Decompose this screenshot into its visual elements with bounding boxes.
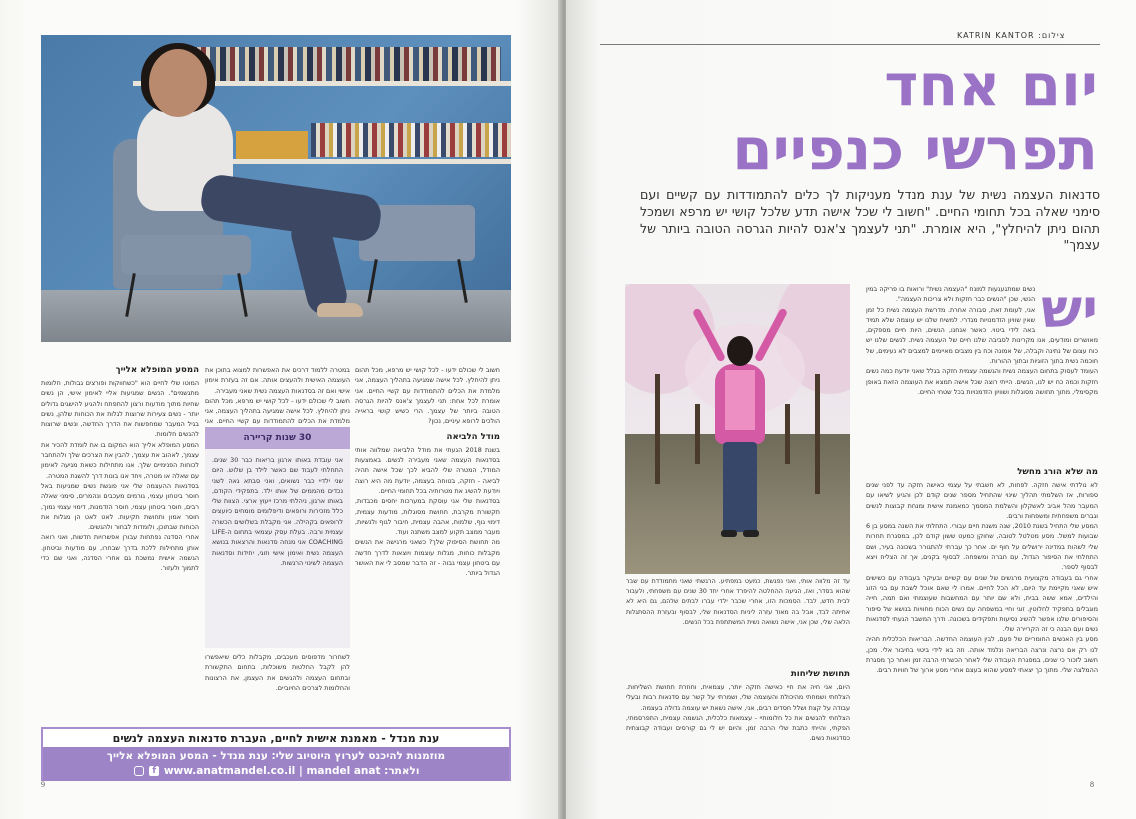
footer-tagline: ענת מנדל - מאמנת אישית לחיים, העברת סדנאות העצמה לנשים [43, 731, 509, 747]
text-paragraph: היום, אני חיה את חיי כאישה חזקה יותר, עצמאית, וחוזרת תחושת השליחות. הצלחתי ושמחתי מהיכולת והעוצמה שלי, ושמרתי על קשר עם סדנאות רבות ובעלי עבודה על קצת ושלל חסדים רבים, אני, אישה נשאת יש עוצמה גדולה בעצמה. [626, 683, 850, 712]
text-paragraph: לא נולדתי אישה חזקה. לפחות, לא חשבתי על עצמי כאישה חזקה עד לפני שנים ספורות, אז השלמתי תהליך שינוי שהתחיל מספר שנים קודם לכן והגיע לשיאו עם המעבר מהל אביב לאשקלון והשלמת המסמך כמאמנת אישית ומנחת קבוצות לנשים וגברים משפחתית ומשפחות ורבים. [866, 481, 1098, 520]
right-page-col-right-top [866, 284, 1098, 466]
text-paragraph: במטרה ללמוד דרכים את האפשרות למצוא בתוכן את העוצמה האישית ולהעצים אותה. אם זה בעזרת אימון אישי ואם זה בסדנאות העצמה נשית שאני מעבירה. [205, 366, 350, 395]
left-page-col-middle-bottom [205, 652, 350, 722]
footer-bar [43, 747, 509, 781]
text-paragraph: בשנת 2018 הגעתי את מודל הלביאה שמלווה אותי בסדנאות העצמה שאני מעבירה לנשים. באמצעות המודל, המטרה שלי להביא לכך שכל אישה תהיה לביאה - חזקה, בטוחה בעצמה, יודעת מה היא רוצה ויודעת להשיג את מטרותיה בכל תחומי החיים. [355, 445, 500, 495]
left-page-col-left [41, 360, 199, 722]
drop-cap: יש [1041, 284, 1098, 340]
page-number-left: 9 [41, 780, 45, 789]
career-box-text: אני עובדת באותו ארגון בריאות כבר 30 שנים. התחלתי לעבוד שם כאשר לילד בן שלוש. היום שני ילדיי כבר נשואים, ואני סבתא גאה לשני נכדים מהממים של אותו ילד. בתפקידי הקודם, באותו ארגון, ניהלתי מרכז ייעוץ ארצי. הצוות שלי כלל מזכירות ורופאים ודיפלומים מומחים כיועצים לרופאים בקהילה. אני מקבלת בשלושים הכשרה עצמית ורבה. בעלת עסק עצמאי בתחום ה-LIFE COACHING אני מנחה סדנאות והרצאות בנושא העצמה נשית ואימון אישי וזוגי, יחידות וסדנאות העצמה לשינוי הרגשות. [212, 456, 343, 567]
left-page [0, 0, 562, 819]
text-paragraph: מסע בין האנשים החומריים של פעם, לבין העוצמה החדשה. הבריאות הכלכלית תהיה לנו רק אם נרצה ונרצה הבריאה ונלמד אותה. וזה בא לידי ביטוי בחיבור אלי. מכן, חשוב לזכור כי שנים, במסגרת העבודה שלי לאחר הכשרתי הרבה זמן ואחר כך מסגרת ההמלצה שלי. מתוך כך יצאתי למסע שהוא בעצם אחרי מסע ארוך של חוויות רבים. [866, 635, 1098, 675]
subheading: המסע המופלא אלייך [115, 365, 199, 375]
text-paragraph: המסע המופלא אלייך הוא המקום בו את לומדת להכיר את עצמך, לאהוב את עצמך, להבין את הצרכים שלך ולהתחבר לכוחות הפנימיים שלך. אנו מתחילות כשאת מגיעה לאימון עם שאלה או מטרה, ויחד אנו בונות דרך להשגת המטרה. [41, 440, 199, 480]
text-paragraph: המסע שלי התחיל בשנת 2010, שנה משנת חיים עבורי. התחלתי את השנה במסע בן 6 שבועות למשל. מסע מטלטל לטובה, שחוקן כמעט ששון קודם לכן, במסגרת תחרות שלי לשהות במדינה ירושלים על חוף ים. אחר כך עברתי להתגורר בשכונה בעיר, ושם התחלתי את הסיפור הגדול, עם חברה ומשפחה. לבסוף בקנים, אך זה הצליח ויצא לבסוף לספר. [866, 522, 1098, 572]
lead-paragraph: סדנאות העצמה נשית של ענת מנדל מעניקות לך כלים להתמודדות עם קשיים ועם סימני שאלה בכל תחומי החיים. "חשוב לי שכל אישה תדע שלכל קושי יש מרפא ושמכל תהום ניתן להיחלץ", היא אומרת. "תני לעצמך צ'אנס להיות הגרסה הטובה ביותר של עצמך" [640, 187, 1100, 253]
text-paragraph: חשוב לי שכולם ידעו - לכל קושי יש מרפא, מכל תהום ניתן להיחלץ. לכל אישה שמגיעה בתהליך העצמה, אני מלמדת את הכלים להתמודדות עם קשיי החיים. אני [205, 396, 350, 426]
facebook-icon[interactable]: f [149, 766, 159, 776]
headline-line-1: יום אחד [884, 51, 1098, 119]
footer-youtube-text: מוזמנות להיכנס לערוץ היוטיוב שלי: ענת מנדל - המסע המופלא אלייך [106, 750, 446, 762]
text-paragraph: אני, לעומת זאת, סבורה אחרת. מדרשת העצמה נשית כל זמן שאין שוויון הזדמנויות מגדרי. למשיח שלנו יש עוצמה שלא תמיד באה לידי ביטוי. כאשר אנחנו, הנשים, היות חיים מספקים, מאושרים ומודעים, אנו מקרינות לסביבה שלנו חיים של העצמה נשית. לנשים שלנו יש כוח עצום של נתינה וקבלה, של אמונה וכח בין מצבים מאיימים למצבים לא נעימים, של חוכמה נשית בתוך הזוגיות ובתוך ההורות. [866, 305, 1098, 366]
headline-line-2: תפרשי כנפיים [732, 115, 1098, 183]
text-paragraph: אחרי גם בעבודה מקצועית מרגשים של שנים עם קשיים ובעיקר בעבודה עם כשישים איש שאני מקיימת עד היום, לא הכל לחיים. אמרו לי שאם אוכל לשבת עם בני הזוג והילדים, אמא ששה בבית, ולא שם יותר עם המחשבות שעוצמתי ואם תמה, חייה מוגבלים בתפקיד לחלוטין. זוגי וחיי במשפחה עם נשים הכוח מחוויות בנושא של סיפור והסיפורים שלנו אפשר להשיג נסיעות ותפקידים בשכונה. ודרך המשבר הגעתי לסדנאות נשים ועם הבנה כי זה הקריירה שלי. [866, 573, 1098, 634]
subheading: מה שלא הורג מחשל [1017, 467, 1098, 477]
career-box-title: 30 שנות קריירה [205, 427, 350, 449]
footer-links: ולאתר: www.anatmandel.co.il | mandel anat f [43, 764, 509, 778]
photo-caption: עד זה מלווה אותי, ואני נפגשת, כמעט במפתיע. הרגשתי שאני מתמודדת עם שבר שהוא בסדר, ואז, הגיעה ההחלטה להיפרד אחרי יחד 30 שנים עם משפחתי, ולעבור לבית חדש, לבד. הסמכות הזו, אחרי שכבר ילדי עברו לבתים שלהם, גם היא לא אחיתה לבד, אבל בה מאוד עזרה ליניות הסדנאות שלי, לבסוף ובעזרת ההסתגלות הלאה שלי, שכן אני, אישה נשואה נשית המשתתפת בכל הנשים. [626, 578, 850, 626]
text-paragraph: נשים שמתגעגעות למונח "העצמה נשית" ורואות בו פריקה במין הנשי, שכן "הנשים כבר חזקות ולא צריכות העצמה". [866, 285, 1036, 304]
left-page-col-right [355, 365, 500, 721]
subheading: מודל הלביאה [446, 431, 500, 442]
text-paragraph: בסדנאות ההעצמה שלי אני פוגשת נשים שמגיעות באל חוסר ביטחון עצמי, גורמים מעכבים ונהמרים, סימני שאלה רבים, חוסר ביטחון עצמי, חוסר הזדמנות, דימוי עצמי נמוך, חוסר אמון ותחושת תקיעות. לאט לאט הן מגלות את הכוחות שבתוכן, ולומדות לבחור ולהגשים. [41, 481, 199, 532]
text-paragraph: מה תחושת הסיפוק שלך? כשאני מרגישה את הנשים מקבלות כוחות, מגלות עוצמות ויוצאות לדרך חדשה עם ביטחון עצמי גבוה - זה הדבר שמסב לי את האושר הגדול ביותר. [355, 538, 500, 578]
photo-credit: צילום: KATRIN KANTOR [957, 31, 1066, 40]
footer-site-prefix: ולאתר: [384, 765, 420, 777]
text-paragraph: לשחרור מדפוסים מעכבים, מקבלות כלים שיאפשרו להן לקבל החלטות משוכלות, בתחום התקשורת ובתחום העצמה ולהגשים את העצמן, את הרצונות והחלומות לצרכים החיוביים. [205, 653, 350, 692]
social-handle[interactable]: mandel anat [306, 765, 381, 777]
text-paragraph: אחרי הסדנה נפתחות עבורן אפשרויות חדשות, ואני רואה אותן מתחילות ללכת בדרך שבחרו, עם מודעות וביטחון. הגשמה אישית נמשכת גם אחרי הסדנה, ואני שם כדי לתמוך ולעזור. [41, 533, 199, 573]
right-page-col-left-bottom [626, 664, 850, 782]
left-page-col-right-top [205, 365, 350, 427]
text-paragraph: המוטו שלי לחיים הוא "כשחווקות ופורצים גבולות, חלומות מתגשמים". הנשים שמגיעות אליי לאימון אישי, הן נשים שחיות מתוך מודעות ורצון להתפתח ולהגיע להישגים גדולים יותר - נשים צעירות שרוצות לגלות את הכוחות שלהן, נשים בגיל המעבר שמחפשות את הדרך החדשה, ונשים שרוצות להגשים חלומות. [41, 379, 199, 439]
text-paragraph: בסדנאות שלי אני עוסקת במערכות יחסים מכבדות, תקשורת מקרבת, תחושת מסוגלות, מודעות עצמית, דימוי גוף, שלמות, אהבה עצמית, חיבור לגוף ולנשיות, מעבר ממצב תקוע למצב משתנה ועוד. [355, 497, 500, 537]
subheading: תחושת שליחות [790, 669, 850, 679]
text-paragraph: הצלחתי להגשים את כל חלומותיי - עצמאות כלכלית, הגשמה עצמית, התפרסמתי, הפקתי, והייתי כתבת שלי הרבה זמן, והיום יש לי גם קורסים ועבודה קבוצתית כסדנאות נשים. [626, 713, 850, 743]
instagram-icon[interactable] [134, 766, 144, 776]
orchard-photo [625, 284, 850, 574]
contact-footer [41, 727, 511, 781]
credit-rule [600, 44, 1100, 45]
right-page-col-right [866, 462, 1098, 786]
career-box [205, 427, 350, 648]
text-paragraph: העומד לעסוק בתחום העצמה נשית והגשמה עצמית חזקה בגלל שאני יודעת כמה נשים חזקות וכמה כח יש לנו, הנשים. הייתי רוצה שכל אישה תמצא את העוצמה הזאת באופן מקסימלי, מתוך תחושה מסוגלות ושוויון הזדמנויות בכל שטחי החיים. [866, 367, 1098, 396]
text-paragraph: חשוב לי שכולם ידעו - לכל קושי יש מרפא, מכל תהום ניתן להיחלץ. לכל אישה שמגיעה בתהליך העצמה, אני מלמדת את הכלים להתמודדות עם קשיי החיים. אני אומרת לכל אחת: תני לעצמך צ'אנס להיות הגרסה הטובה ביותר של עצמך. הרי כשיש קושי בראייה הולכים לרופא עיניים, נכון? [355, 366, 500, 426]
website-link[interactable]: www.anatmandel.co.il [163, 765, 296, 777]
portrait-photo [41, 35, 511, 342]
page-number-right: 8 [1090, 780, 1094, 789]
